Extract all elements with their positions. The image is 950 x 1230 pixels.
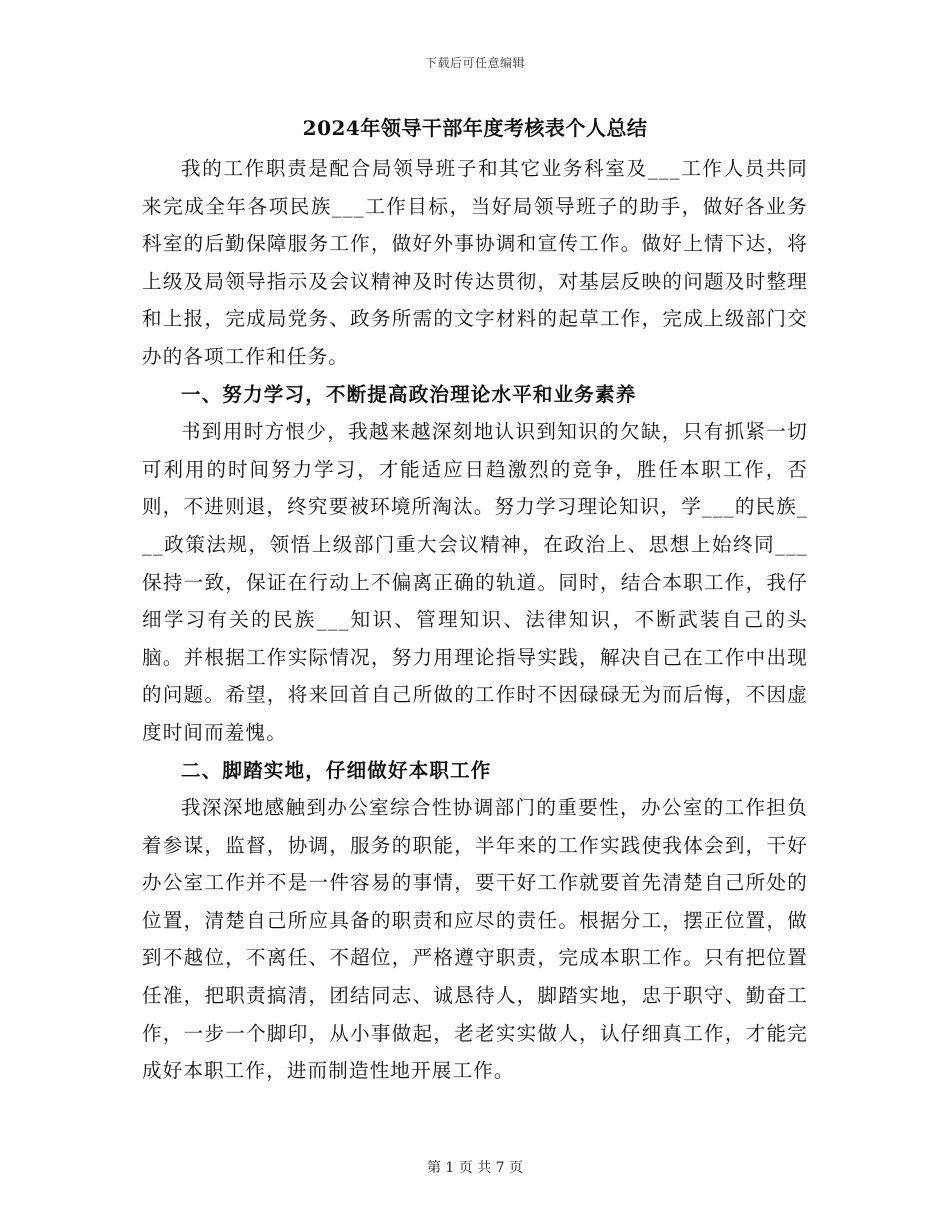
document-title: 2024年领导干部年度考核表个人总结 (302, 116, 648, 140)
document-body (142, 150, 808, 1090)
section-heading-1: 一、努力学习，不断提高政治理论水平和业务素养 (181, 382, 637, 406)
section-body-1: 书到用时方恨少，我越来越深刻地认识到知识的欠缺，只有抓紧一切可利用的时间努力学习，才能适应日趋激烈的竞争，胜任本职工作，否则，不进则退，终究要被环境所淘汰。努力学习理论知识，学___的民族___政策法规，领悟上级部门重大会议精神，在政治上、思想上始终同___保持一致，保证在行动上不偏离正确的轨道。同时，结合本职工作，我仔细学习有关的民族___知识、管理知识、法律知识，不断武装自己的头脑。并根据工作实际情况，努力用理论指导实践，解决自己在工作中出现的问题。希望，将来回首自己所做的工作时不因碌碌无为而后悔，不因虚度时间而羞愧。 (142, 420, 808, 744)
header-note: 下载后可任意编辑 (424, 56, 525, 70)
page-number: 第 1 页 共 7 页 (426, 1160, 524, 1176)
section-body-2: 我深深地感触到办公室综合性协调部门的重要性，办公室的工作担负着参谋，监督，协调，服务的职能，半年来的工作实践使我体会到，干好办公室工作并不是一件容易的事情，要干好工作就要首先清楚自己所处的位置，清楚自己所应具备的职责和应尽的责任。根据分工，摆正位置，做到不越位，不离任、不超位，严格遵守职责，完成本职工作。只有把位置任准，把职责搞清，团结同志、诚恳待人，脚踏实地，忠于职守、勤奋工作，一步一个脚印，从小事做起，老老实实做人，认仔细真工作，才能完成好本职工作，进而制造性地开展工作。 (142, 796, 808, 1083)
intro-paragraph: 我的工作职责是配合局领导班子和其它业务科室及___工作人员共同来完成全年各项民族___工作目标，当好局领导班子的助手，做好各业务科室的后勤保障服务工作，做好外事协调和宣传工作。做好上情下达，将上级及局领导指示及会议精神及时传达贯彻，对基层反映的问题及时整理和上报，完成局党务、政务所需的文字材料的起草工作，完成上级部门交办的各项工作和任务。 (142, 157, 808, 368)
section-heading-2: 二、脚踏实地，仔细做好本职工作 (181, 758, 492, 782)
